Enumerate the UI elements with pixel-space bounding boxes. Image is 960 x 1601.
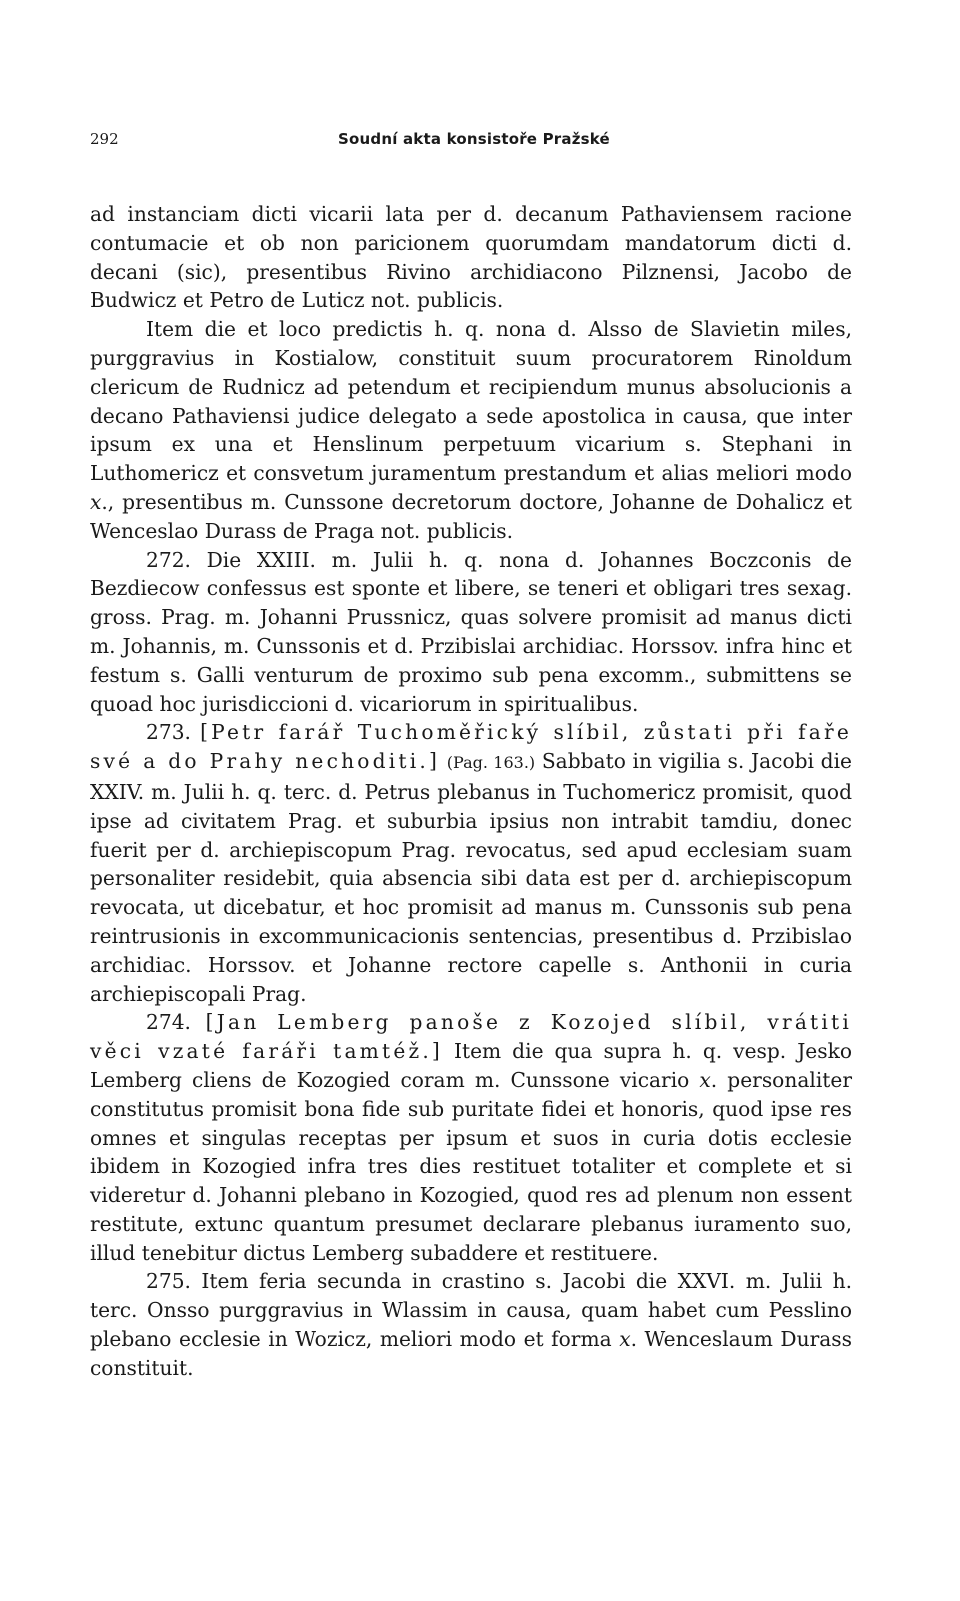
paragraph-continuation [90, 200, 852, 315]
paragraph-text: Item die et loco predictis h. q. nona d. Alsso de Slavietin miles, purggravius in Kostialow, constituit suum procuratorem Rinoldum clericum de Rudnicz ad petendum et recipiendum munus absolucionis a decano Pathaviensi judice delegato a sede apostolica in causa, que inter ipsum ex una et Henslinum perpetuum vicarium s. Stephani in Luthomericz et consvetum juramentum prestandum et alias meliori modo 𝑥., presentibus m. Cunssone decretorum doctore, Johanne de Dohalicz et Wenceslao Durass de Praga not. publicis. [90, 317, 852, 543]
entry-273 [90, 718, 852, 1008]
czech-summary: [Jan Lemberg panoše z Kozojed slíbil, vrátiti věci vzaté faráři tamtéž.] [90, 1010, 852, 1064]
book-page [90, 130, 852, 1383]
entry-number: 275. [146, 1269, 191, 1294]
entry-number: 272. [146, 547, 191, 572]
paragraph-text: ad instanciam dicti vicarii lata per d. decanum Pathaviensem racione contumacie et ob non paricionem quorumdam mandatorum dicti d. decani (sic), presentibus Rivino archidiacono Pilznensi, Jacobo de Budwicz et Petro de Luticz not. publicis. [90, 202, 852, 313]
page-number: 292 [90, 130, 119, 148]
entry-text: Sabbato in vigilia s. Jacobi die XXIV. m. Julii h. q. terc. d. Petrus plebanus in Tuchomericz promisit, quod ipse ad civitatem Prag. et suburbia ipsius non intrabit tamdiu, donec fuerit per d. archiepiscopum Prag. revocatus, sed apud ecclesiam suam personaliter residebit, quia absencia sibi data est per d. archiepiscopum revocata, ut dicebatur, et hoc promisit ad manus m. Cunssonis sub pena reintrusionis in excommunicacionis sentencias, presentibus d. Przibislao archidiac. Horssov. et Johanne rectore capelle s. Anthonii in curia archiepiscopali Prag. [90, 749, 852, 1006]
entry-274 [90, 1008, 852, 1267]
body-text [90, 200, 852, 1383]
entry-272 [90, 546, 852, 719]
paragraph-item-entry [90, 315, 852, 545]
entry-text: Die XXIII. m. Julii h. q. nona d. Johannes Boczconis de Bezdiecow confessus est sponte et libere, se teneri et obligari tres sexag. gross. Prag. m. Johanni Prussnicz, quas solvere promisit ad manus dicti m. Johannis, m. Cunssonis et d. Przibislai archidiac. Horssov. infra hinc et festum s. Galli venturum de proximo sub pena excomm., submittens se quoad hoc jurisdiccioni d. vicariorum in spiritualibus. [90, 547, 852, 716]
entry-text: Item feria secunda in crastino s. Jacobi die XXVI. m. Julii h. terc. Onsso purggravius in Wlassim in causa, quam habet cum Pesslino plebano ecclesie in Wozicz, meliori modo et forma 𝑥. Wenceslaum Durass constituit. [90, 1269, 852, 1380]
entry-number: 273. [146, 720, 191, 745]
entry-number: 274. [146, 1010, 191, 1035]
czech-summary: [Petr farář Tuchoměřický slíbil, zůstati při faře své a do Prahy nechoditi.] [90, 720, 852, 774]
entry-text: Item die qua supra h. q. vesp. Jesko Lemberg cliens de Kozogied coram m. Cunssone vicario 𝑥. personaliter constitutus promisit bona fide sub puritate fidei et honoris, quod ipse res omnes et singulas receptas per ipsum et suos in curia dotis ecclesie ibidem in Kozogied infra tres dies restituet totaliter et complete et si videretur d. Johanni plebano in Kozogied, quod res ad plenum non essent restitute, extunc quantum presumet declarare plebanus iuramento suo, illud tenebitur dictus Lemberg subaddere et restituere. [90, 1039, 853, 1265]
running-title: Soudní akta konsistoře Pražské [338, 130, 610, 148]
page-reference: (Pag. 163.) [446, 753, 536, 773]
running-head [90, 130, 852, 160]
entry-275 [90, 1267, 852, 1382]
